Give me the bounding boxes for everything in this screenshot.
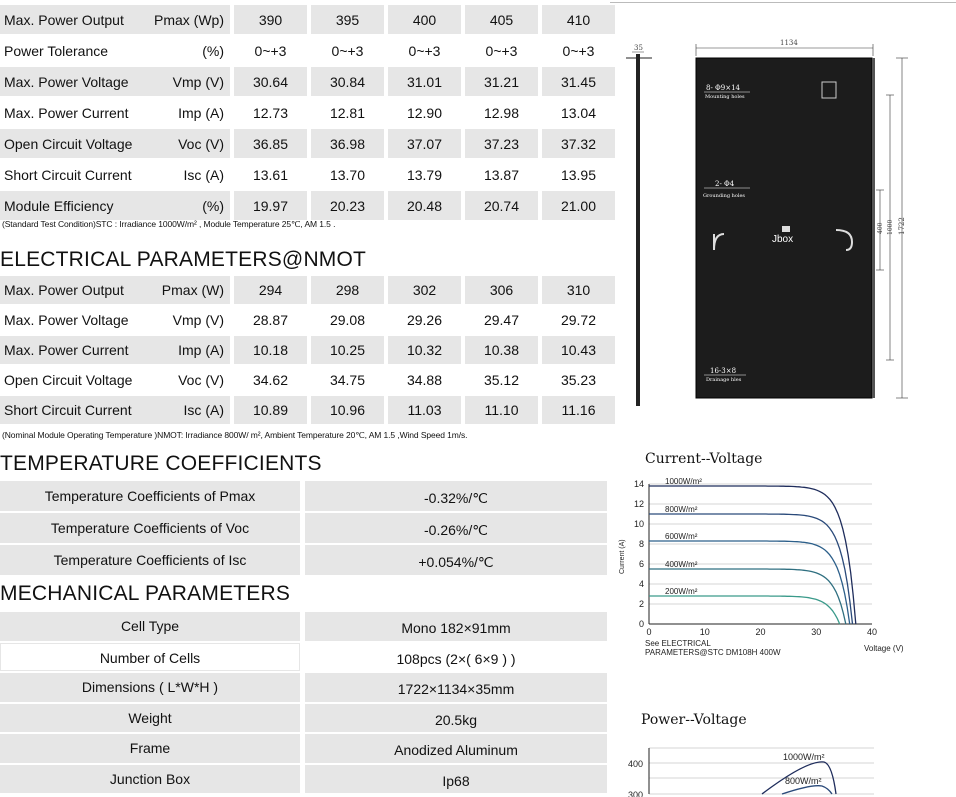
stc-row [0, 129, 615, 160]
unit-label: Vmp (V) [154, 306, 230, 336]
value-cell: 13.04 [538, 98, 615, 129]
iv-series-label: 600W/m² [665, 532, 698, 541]
mounting-holes-sub: Mounting holes [705, 94, 745, 100]
pv-y-tick: 300 [627, 790, 643, 797]
mech-row [0, 765, 607, 794]
value-cell: 36.85 [230, 129, 307, 160]
side-thickness-dim: 35 [634, 44, 643, 52]
height-dim-label: 1722 [898, 217, 906, 235]
value-cell: 28.87 [230, 306, 307, 336]
value-cell: 10.96 [307, 396, 384, 426]
value-cell: 405 [461, 5, 538, 36]
value-cell: 21.00 [538, 191, 615, 222]
value-cell: 13.87 [461, 160, 538, 191]
jbox-label: Jbox [772, 234, 794, 245]
value-cell: 0~+3 [384, 36, 461, 67]
mech-row [0, 673, 607, 702]
pv-chart [612, 740, 956, 797]
iv-y-tick: 0 [638, 619, 644, 629]
inner-dim-1-label: 1000 [887, 219, 894, 235]
value-cell: 11.03 [384, 396, 461, 426]
value-cell: 10.18 [230, 336, 307, 366]
row-label: Number of Cells [0, 643, 300, 672]
value-cell: 34.75 [307, 366, 384, 396]
row-label: Junction Box [0, 765, 300, 794]
stc-row [0, 5, 615, 36]
nmot-row [0, 366, 615, 396]
iv-series-label: 800W/m² [665, 505, 698, 514]
value-cell: 36.98 [307, 129, 384, 160]
grounding-holes-label: 2- Φ4 [715, 180, 735, 188]
grounding-holes-sub: Grounding holes [703, 193, 745, 199]
value-cell: 10.25 [307, 336, 384, 366]
param-label: Max. Power Current [0, 336, 154, 366]
stc-row [0, 191, 615, 222]
stc-note: (Standard Test Condition)STC : Irradiance 1000W/m² , Module Temperature 25℃, AM 1.5 . [2, 219, 336, 229]
mech-row [0, 734, 607, 763]
param-label: Open Circuit Voltage [0, 366, 154, 396]
pv-series-label: 800W/m² [785, 776, 822, 786]
param-label: Open Circuit Voltage [0, 129, 154, 160]
iv-y-tick: 12 [633, 499, 644, 509]
value-cell: 29.72 [538, 306, 615, 336]
value-cell: 395 [307, 5, 384, 36]
drainage-holes-label: 16-3×8 [710, 367, 737, 375]
nmot-row [0, 336, 615, 366]
value-cell: 294 [230, 276, 307, 306]
value-cell: 12.81 [307, 98, 384, 129]
iv-chart-title: Current--Voltage [645, 451, 763, 467]
value-cell: 35.23 [538, 366, 615, 396]
value-cell: 30.64 [230, 67, 307, 98]
nmot-parameters-table [0, 276, 615, 426]
value-cell: 10.38 [461, 336, 538, 366]
value-cell: 11.16 [538, 396, 615, 426]
mech-row [0, 643, 607, 672]
pv-chart-title: Power--Voltage [641, 712, 747, 728]
value-cell: 310 [538, 276, 615, 306]
row-value: Anodized Aluminum [305, 734, 607, 763]
row-value: 108pcs (2×( 6×9 ) ) [396, 650, 516, 667]
value-cell: 34.88 [384, 366, 461, 396]
mech-row [0, 704, 607, 733]
row-label: Frame [0, 734, 300, 763]
value-cell: 10.32 [384, 336, 461, 366]
value-cell: 35.12 [461, 366, 538, 396]
value-cell: 302 [384, 276, 461, 306]
value-cell: 13.70 [307, 160, 384, 191]
row-value: Ip68 [305, 765, 607, 794]
row-value: +0.054%/℃ [305, 545, 607, 575]
iv-y-tick: 6 [638, 559, 644, 569]
value-cell: 20.74 [461, 191, 538, 222]
nmot-row [0, 396, 615, 426]
pv-y-tick: 400 [627, 759, 643, 769]
value-cell: 13.95 [538, 160, 615, 191]
value-cell: 298 [307, 276, 384, 306]
value-cell: 11.10 [461, 396, 538, 426]
iv-x-tick: 10 [699, 627, 710, 637]
iv-x-tick: 20 [755, 627, 766, 637]
iv-x-axis-label: Voltage (V) [864, 644, 904, 653]
nmot-row [0, 276, 615, 306]
unit-label: Isc (A) [154, 160, 230, 191]
param-label: Short Circuit Current [0, 396, 154, 426]
module-dimension-drawing [610, 30, 956, 410]
iv-y-tick: 14 [633, 479, 644, 489]
value-cell: 0~+3 [307, 36, 384, 67]
row-label: Cell Type [0, 612, 300, 641]
row-label: Weight [0, 704, 300, 733]
unit-label: (%) [154, 191, 230, 222]
iv-series-label: 400W/m² [665, 560, 698, 569]
nmot-note: (Nominal Module Operating Temperature )NMOT: Irradiance 800W/ m², Ambient Temperature 20℃, AM 1.5 ,Wind Speed 1m/s. [2, 430, 468, 440]
value-cell: 29.26 [384, 306, 461, 336]
value-cell: 306 [461, 276, 538, 306]
unit-label: Voc (V) [154, 366, 230, 396]
value-cell: 410 [538, 5, 615, 36]
value-cell: 400 [384, 5, 461, 36]
stc-row [0, 160, 615, 191]
iv-footnote-2: PARAMETERS@STC DM108H 400W [645, 648, 781, 657]
unit-label: Vmp (V) [154, 67, 230, 98]
iv-series-label: 200W/m² [665, 587, 698, 596]
value-cell: 0~+3 [230, 36, 307, 67]
iv-y-tick: 8 [638, 539, 644, 549]
unit-label: Imp (A) [154, 98, 230, 129]
iv-y-tick: 2 [638, 599, 644, 609]
pv-series-line [782, 786, 832, 794]
unit-label: Pmax (Wp) [154, 5, 230, 36]
iv-x-tick: 0 [646, 627, 652, 637]
drainage-holes-sub: Drainage hles [706, 377, 742, 383]
param-label: Max. Power Current [0, 98, 154, 129]
stc-row [0, 36, 615, 67]
value-cell: 37.23 [461, 129, 538, 160]
row-label: Temperature Coefficients of Isc [0, 545, 300, 575]
iv-y-tick: 10 [633, 519, 644, 529]
iv-y-tick: 4 [638, 579, 644, 589]
row-value: -0.26%/℃ [305, 513, 607, 543]
unit-label: Isc (A) [154, 396, 230, 426]
value-cell: 10.43 [538, 336, 615, 366]
top-heading-remnant [0, 0, 290, 2]
value-cell: 12.90 [384, 98, 461, 129]
iv-series-line [649, 541, 850, 624]
iv-y-axis-label: Current (A) [619, 539, 626, 574]
row-label: Temperature Coefficients of Pmax [0, 481, 300, 511]
value-cell: 0~+3 [461, 36, 538, 67]
value-cell: 30.84 [307, 67, 384, 98]
value-cell: 13.61 [230, 160, 307, 191]
nmot-heading: ELECTRICAL PARAMETERS@NMOT [0, 248, 367, 271]
nmot-row [0, 306, 615, 336]
param-label: Max. Power Output [0, 5, 154, 36]
value-cell: 29.47 [461, 306, 538, 336]
inner-dim-2-label: 400 [877, 222, 884, 234]
value-cell: 37.32 [538, 129, 615, 160]
param-label: Max. Power Voltage [0, 306, 154, 336]
iv-series-label: 1000W/m² [665, 477, 702, 486]
param-label: Max. Power Output [0, 276, 154, 306]
temp-row [0, 481, 607, 510]
value-cell: 390 [230, 5, 307, 36]
mech-row [0, 612, 607, 641]
row-label: Dimensions ( L*W*H ) [0, 673, 300, 702]
value-cell: 19.97 [230, 191, 307, 222]
value-cell: 31.01 [384, 67, 461, 98]
value-cell: 37.07 [384, 129, 461, 160]
pv-series-label: 1000W/m² [783, 752, 825, 762]
unit-label: (%) [154, 36, 230, 67]
unit-label: Voc (V) [154, 129, 230, 160]
stc-row [0, 67, 615, 98]
param-label: Short Circuit Current [0, 160, 154, 191]
width-dim-label: 1134 [780, 39, 798, 47]
param-label: Power Tolerance [0, 36, 154, 67]
temp-row [0, 513, 607, 542]
row-value: 1722×1134×35mm [305, 673, 607, 702]
top-divider [610, 2, 956, 3]
iv-series-line [649, 596, 840, 624]
value-cell: 12.98 [461, 98, 538, 129]
value-cell: 12.73 [230, 98, 307, 129]
mechanical-parameters-table [0, 612, 607, 794]
unit-label: Pmax (W) [154, 276, 230, 306]
side-view-frame [636, 54, 640, 406]
value-cell: 0~+3 [538, 36, 615, 67]
param-label: Max. Power Voltage [0, 67, 154, 98]
row-value: -0.32%/℃ [305, 481, 607, 511]
mounting-holes-label: 8- Φ9×14 [706, 84, 741, 92]
row-value: Mono 182×91mm [305, 612, 607, 641]
iv-x-tick: 40 [866, 627, 878, 637]
row-value: 20.5kg [305, 704, 607, 733]
temperature-heading: TEMPERATURE COEFFICIENTS [0, 452, 322, 475]
iv-footnote-1: See ELECTRICAL [645, 639, 711, 648]
mechanical-heading: MECHANICAL PARAMETERS [0, 582, 291, 605]
iv-x-tick: 30 [811, 627, 822, 637]
temp-row [0, 545, 607, 574]
value-cell: 10.89 [230, 396, 307, 426]
row-label: Temperature Coefficients of Voc [0, 513, 300, 543]
iv-chart [612, 470, 956, 662]
value-cell: 29.08 [307, 306, 384, 336]
param-label: Module Efficiency [0, 191, 154, 222]
value-cell: 34.62 [230, 366, 307, 396]
temperature-coefficients-table [0, 481, 607, 577]
stc-row [0, 98, 615, 129]
unit-label: Imp (A) [154, 336, 230, 366]
value-cell: 31.45 [538, 67, 615, 98]
value-cell: 20.48 [384, 191, 461, 222]
value-cell: 13.79 [384, 160, 461, 191]
stc-parameters-table [0, 5, 615, 222]
value-cell: 20.23 [307, 191, 384, 222]
value-cell: 31.21 [461, 67, 538, 98]
